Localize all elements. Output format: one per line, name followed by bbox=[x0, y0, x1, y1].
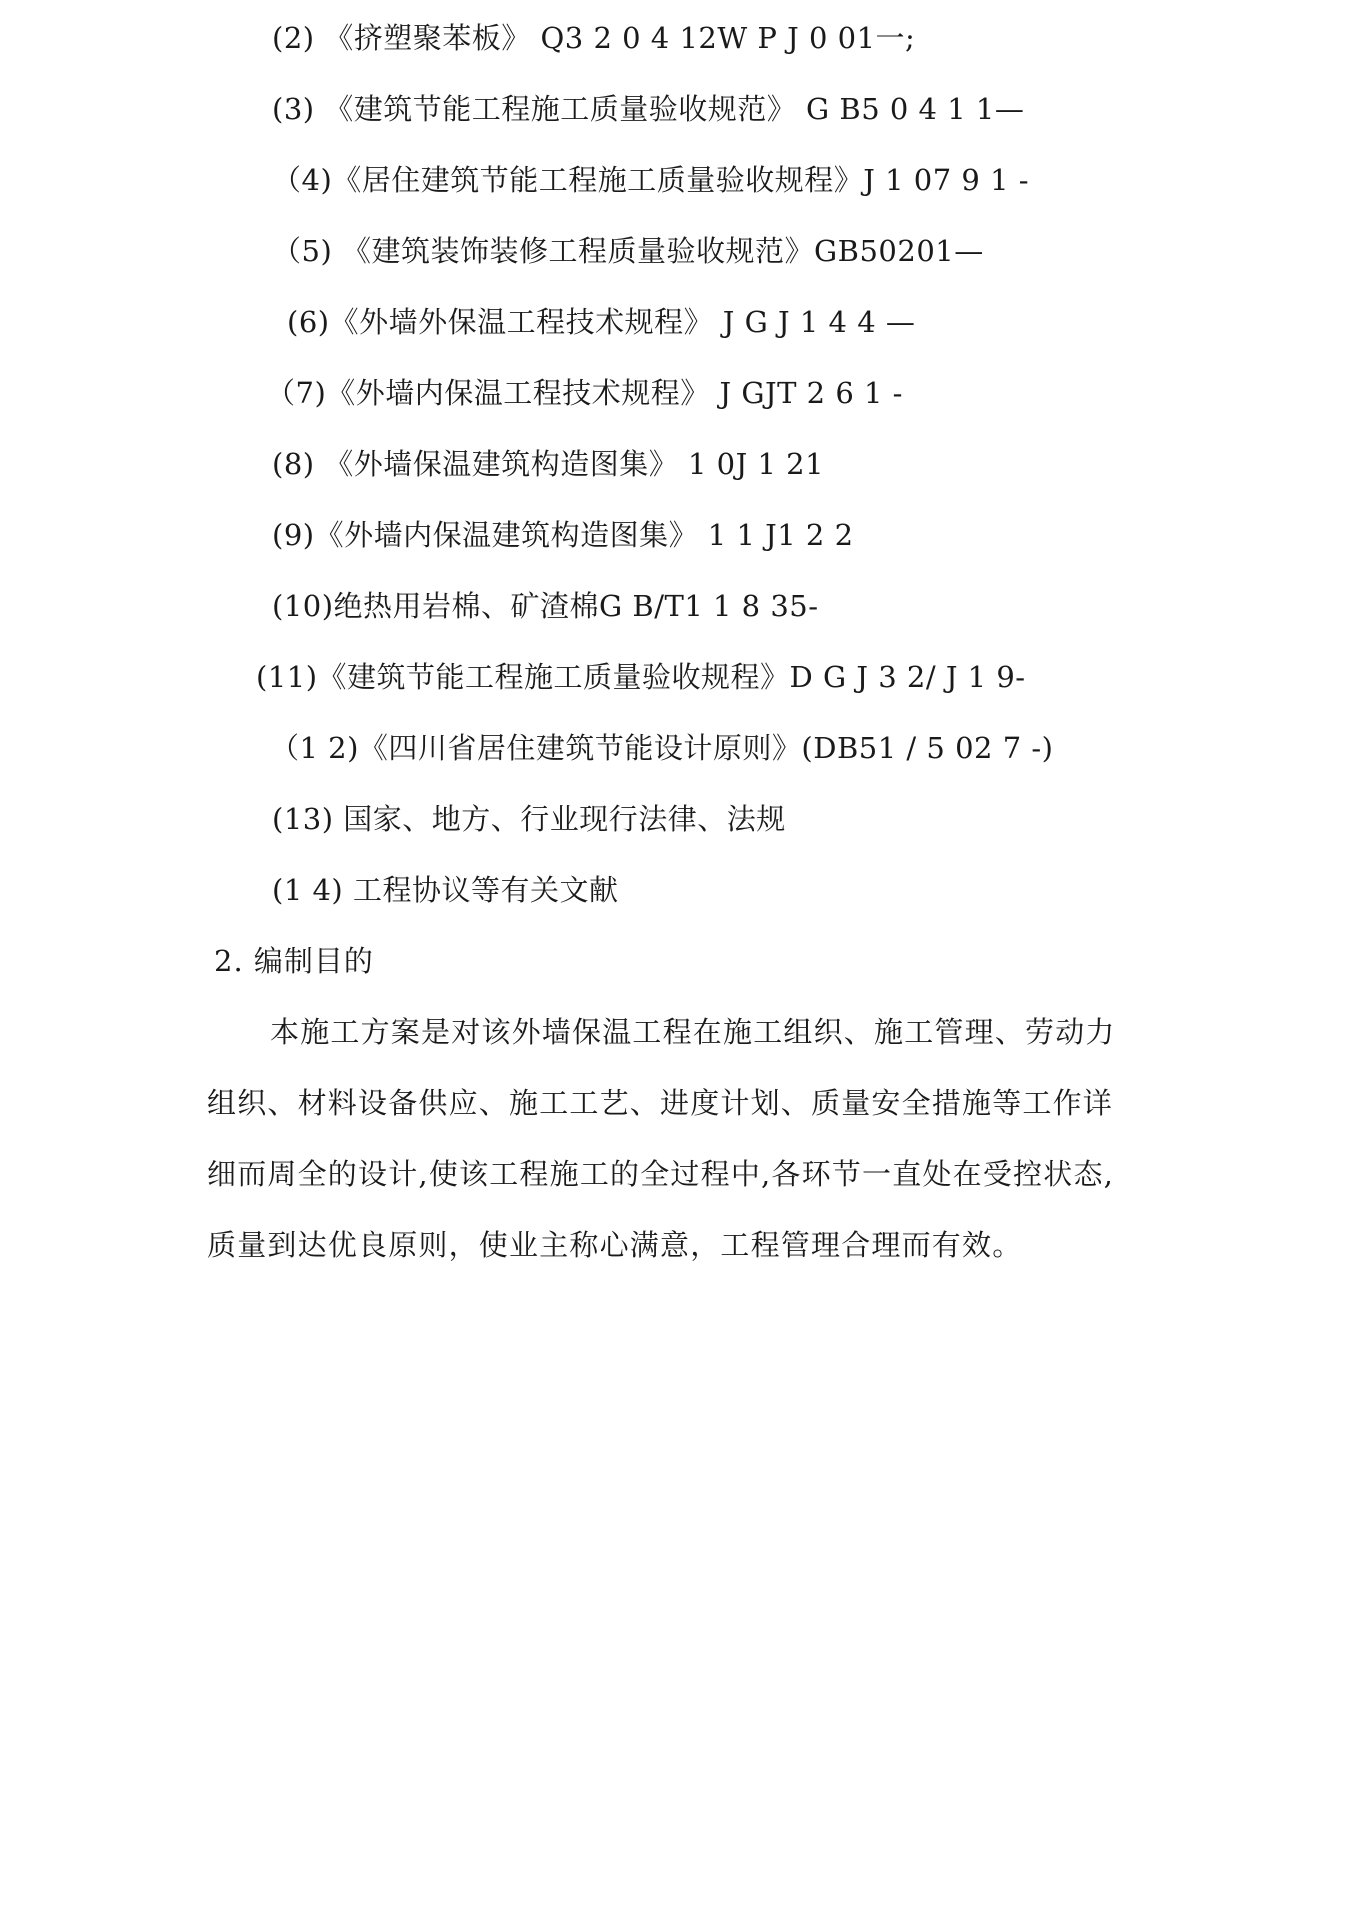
reference-item-12: （1 2)《四川省居住建筑节能设计原则》(DB51 / 5 02 7 -) bbox=[270, 731, 1054, 765]
paragraph-line: 本施工方案是对该外墙保温工程在施工组织、施工管理、劳动力 bbox=[270, 1015, 1116, 1049]
reference-item-13: (13) 国家、地方、行业现行法律、法规 bbox=[272, 802, 786, 836]
paragraph-line: 质量到达优良原则，使业主称心满意，工程管理合理而有效。 bbox=[207, 1228, 1023, 1262]
reference-item-8: (8) 《外墙保温建筑构造图集》 1 0J 1 21 bbox=[272, 447, 825, 481]
reference-item-14: (1 4) 工程协议等有关文献 bbox=[272, 873, 619, 907]
reference-item-9: (9)《外墙内保温建筑构造图集》 1 1 J1 2 2 bbox=[272, 518, 854, 552]
paragraph-line: 组织、材料设备供应、施工工艺、进度计划、质量安全措施等工作详 bbox=[207, 1086, 1114, 1120]
reference-item-3: (3) 《建筑节能工程施工质量验收规范》 G B5 0 4 1 1— bbox=[272, 92, 1025, 126]
reference-item-4: （4)《居住建筑节能工程施工质量验收规程》J 1 07 9 1 - bbox=[272, 163, 1030, 197]
reference-item-5: （5) 《建筑装饰装修工程质量验收规范》GB50201— bbox=[272, 234, 984, 268]
reference-item-10: (10)绝热用岩棉、矿渣棉G B/T1 1 8 35- bbox=[272, 589, 819, 623]
paragraph-line: 细而周全的设计,使该工程施工的全过程中,各环节一直处在受控状态, bbox=[207, 1157, 1115, 1191]
reference-item-6: (6)《外墙外保温工程技术规程》 J G J 1 4 4 — bbox=[287, 305, 916, 339]
section-heading: 2. 编制目的 bbox=[214, 944, 374, 978]
reference-item-11: (11)《建筑节能工程施工质量验收规程》D G J 3 2/ J 1 9- bbox=[256, 660, 1026, 694]
reference-item-7: （7)《外墙内保温工程技术规程》 J GJT 2 6 1 - bbox=[266, 376, 903, 410]
reference-item-2: (2) 《挤塑聚苯板》 Q3 2 0 4 12W P J 0 01一; bbox=[272, 21, 916, 55]
